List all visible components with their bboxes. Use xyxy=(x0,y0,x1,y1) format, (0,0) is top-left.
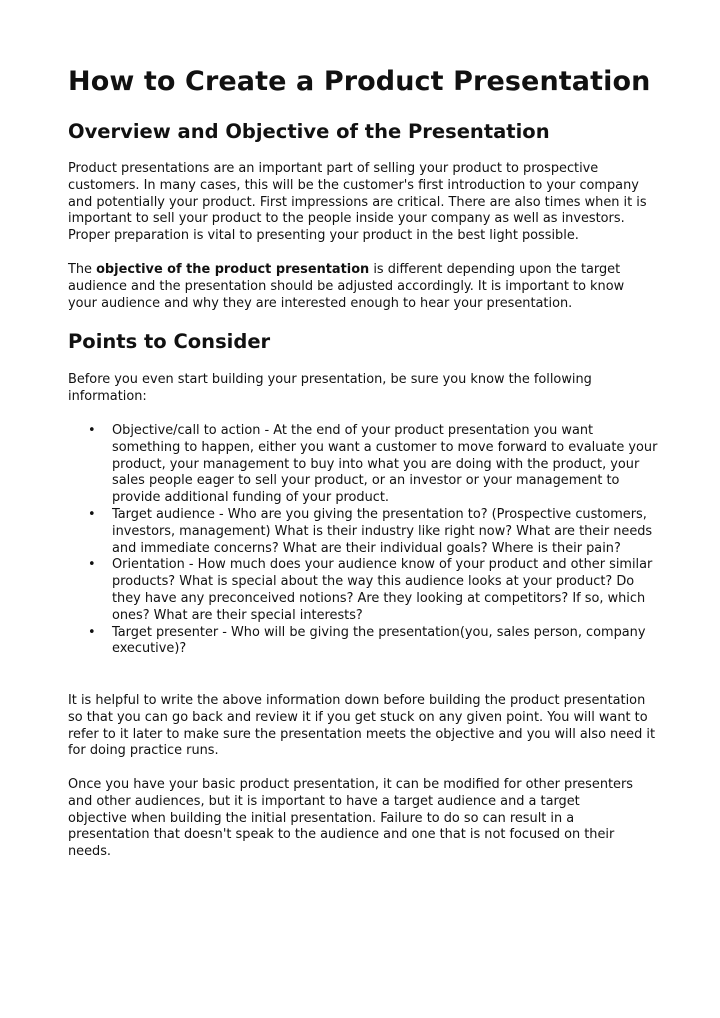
bullet-icon: • xyxy=(88,624,96,640)
list-item xyxy=(68,625,658,659)
document-title: How to Create a Product Presentation xyxy=(68,66,651,97)
list-item-text: Objective/call to action - At the end of your product presentation you want something to happen, either you want a customer to move forward to evaluate your product, your management to buy into what you are doing with the product, your sales people eager to sell your product, or an investor or your management to provide additional funding of your product. xyxy=(112,423,658,506)
intro-paragraph: Product presentations are an important part of selling your product to prospective customers. In many cases, this will be the customer's first introduction to your company and potentially your product. First impressions are critical. There are also times when it is important to sell your product to the people inside your company as well as investors. Proper preparation is vital to presenting your product in the best light possible. xyxy=(68,161,647,244)
objective-prefix: The xyxy=(68,262,97,277)
list-item-text: Orientation - How much does your audience know of your product and other similar products? What is special about the way this audience looks at your product? Do they have any preconceived notions? Are they looking at competitors? If so, which ones? What are their special interests? xyxy=(112,557,653,623)
objective-paragraph xyxy=(68,262,638,312)
objective-suffix: is different depending upon the target audience and the presentation should be adjusted accordingly. It is important to know your audience and why they are interested enough to hear your presentation. xyxy=(68,262,625,311)
list-item-text: Target audience - Who are you giving the presentation to? (Prospective customers, investors, management) What is their industry like right now? What are their needs and immediate concerns? What are their individual goals? Where is their pain? xyxy=(112,506,653,556)
bullet-icon: • xyxy=(88,506,96,522)
points-lead-paragraph: Before you even start building your presentation, be sure you know the following information: xyxy=(68,372,592,404)
points-heading: Points to Consider xyxy=(68,330,271,353)
helpful-paragraph: It is helpful to write the above information down before building the product presentation so that you can go back and review it if you get stuck on any given point. You will want to refer to it later to make sure the presentation meets the objective and you will also need it for doing practice runs. xyxy=(68,693,655,759)
considerations-list xyxy=(68,423,658,658)
list-item xyxy=(68,423,658,507)
list-item-text: Target presenter - Who will be giving the presentation(you, sales person, company executive)? xyxy=(112,624,646,657)
bullet-icon: • xyxy=(88,423,96,438)
overview-heading: Overview and Objective of the Presentation xyxy=(68,120,550,143)
closing-paragraph: Once you have your basic product presentation, it can be modified for other presenters and other audiences, but it is important to have a target audience and a target objective when building the initial presentation. Failure to do so can result in a presentation that doesn't speak to the audience and one that is not focused on their needs. xyxy=(68,777,633,860)
bullet-icon: • xyxy=(88,557,96,573)
list-item xyxy=(68,557,658,624)
list-item xyxy=(68,507,658,557)
objective-bold-term: objective of the product presentation xyxy=(96,262,370,277)
